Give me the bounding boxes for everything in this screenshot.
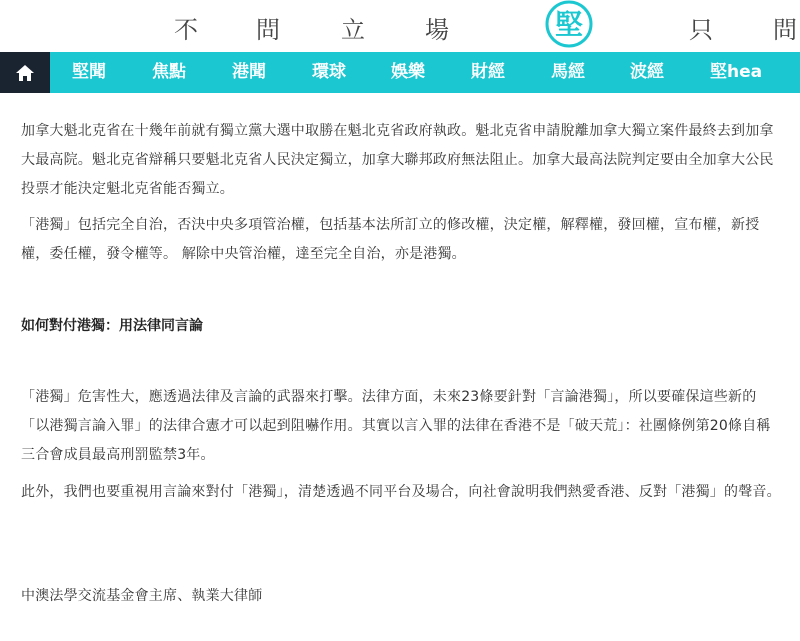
- logo-text: 堅: [554, 8, 584, 41]
- nav-item-hk-news[interactable]: 港聞: [232, 62, 266, 82]
- slogan-char: 問: [773, 16, 797, 44]
- article-paragraph: 「港獨」包括完全自治，否決中央多項管治權，包括基本法所訂立的修改權，決定權，解釋權，發回權，宣布權，新授權，委任權，發令權等。 解除中央管治權，達至完全自治，亦是港獨。: [21, 217, 760, 262]
- nav-item-horse-racing[interactable]: 馬經: [551, 62, 585, 82]
- section-heading: 如何對付港獨：用法律同言論: [21, 318, 203, 334]
- nav-item-world[interactable]: 環球: [312, 62, 346, 82]
- article-paragraph: 此外，我們也要重視用言論來對付「港獨」，清楚透過不同平台及場合，向社會說明我們熱愛香港、反對「港獨」的聲音。: [21, 484, 781, 500]
- author-credit: 中澳法學交流基金會主席、執業大律師: [21, 588, 263, 604]
- slogan-char: 場: [425, 16, 449, 44]
- main-nav: [0, 52, 800, 93]
- slogan-char: 只: [689, 16, 713, 44]
- slogan-char: 立: [341, 16, 365, 44]
- slogan-char: 問: [256, 16, 280, 44]
- home-button[interactable]: [0, 52, 50, 93]
- nav-item-kin-news[interactable]: 堅聞: [72, 62, 106, 82]
- home-icon: [15, 64, 35, 82]
- slogan-char: 不: [174, 16, 198, 44]
- article-paragraph: 「港獨」危害性大，應透過法律及言論的武器來打擊。法律方面，未來23條要針對「言論港獨」，所以要確保這些新的「以港獨言論入罪」的法律合憲才可以起到阻嚇作用。其實以言入罪的法律在香港不是「破天荒」：社團條例第20條自稱三合會成員最高刑罰監禁3年。: [21, 389, 771, 463]
- nav-item-entertainment[interactable]: 娛樂: [391, 62, 425, 82]
- article-paragraph: 加拿大魁北克省在十幾年前就有獨立黨大選中取勝在魁北克省政府執政。魁北克省申請脫離加拿大獨立案件最終去到加拿大最高院。魁北克省辯稱只要魁北克省人民決定獨立，加拿大聯邦政府無法阻止。加拿大最高法院判定要由全加拿大公民投票才能決定魁北克省能否獨立。: [21, 123, 774, 197]
- nav-item-focus[interactable]: 焦點: [152, 62, 186, 82]
- nav-item-finance[interactable]: 財經: [471, 62, 505, 82]
- nav-item-football[interactable]: 波經: [630, 62, 664, 82]
- nav-item-kin-hea[interactable]: 堅hea: [710, 62, 763, 82]
- site-logo[interactable]: [542, 0, 596, 50]
- header: [0, 0, 800, 52]
